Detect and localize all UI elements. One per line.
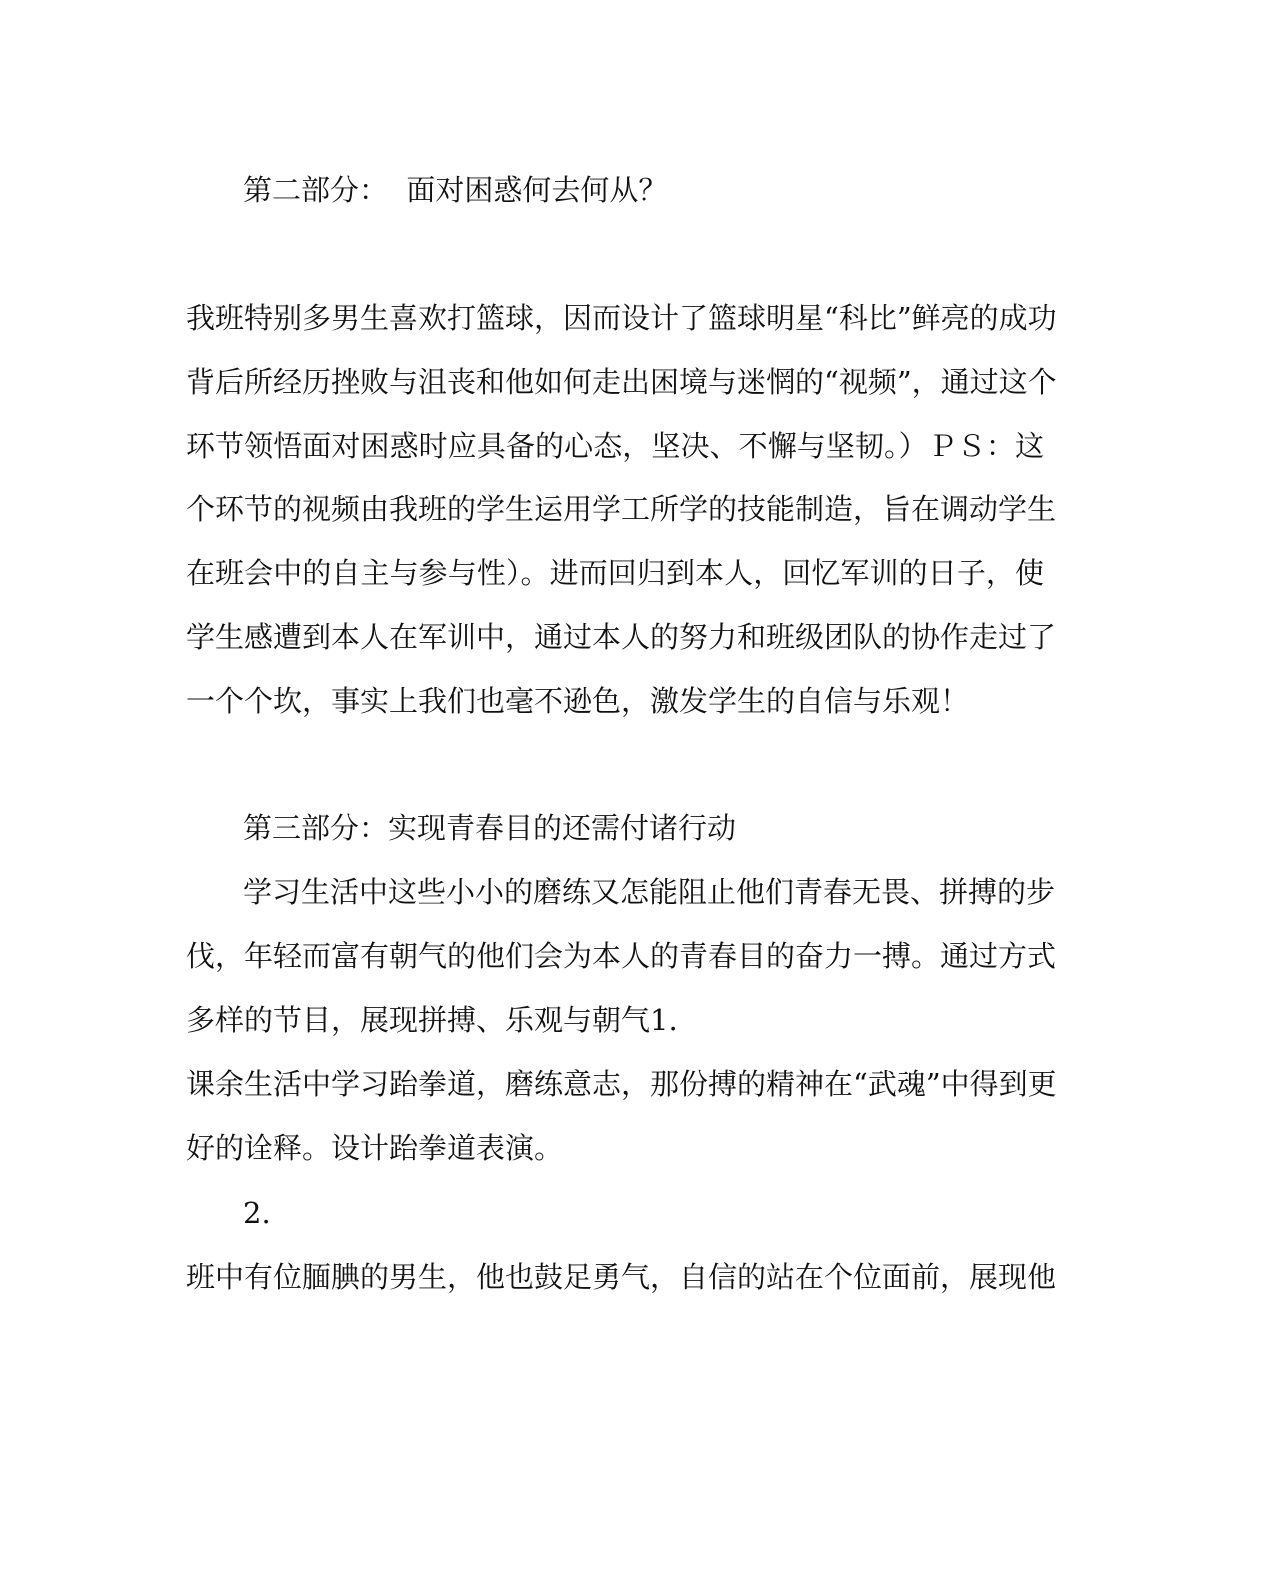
paragraph-line: 课余生活中学习跆拳道，磨练意志，那份搏的精神在“武魂”中得到更 bbox=[186, 1067, 1057, 1101]
paragraph-line: 环节领悟面对困惑时应具备的心态，坚决、不懈与坚韧。）ＰＳ：这 bbox=[186, 429, 1044, 463]
section-heading: 第二部分： 面对困惑何去何从？ bbox=[243, 173, 668, 207]
paragraph-line: 班中有位腼腆的男生，他也鼓足勇气，自信的站在个位面前，展现他 bbox=[186, 1260, 1057, 1294]
list-number: 2. bbox=[243, 1196, 271, 1230]
paragraph-line: 多样的节目，展现拼搏、乐观与朝气1. bbox=[186, 1003, 678, 1037]
paragraph-line: 背后所经历挫败与沮丧和他如何走出困境与迷惘的“视频”，通过这个 bbox=[186, 365, 1057, 399]
paragraph-line: 学习生活中这些小小的磨练又怎能阻止他们青春无畏、拼搏的步 bbox=[243, 875, 1056, 909]
section-heading: 第三部分：实现青春目的还需付诸行动 bbox=[243, 811, 737, 845]
paragraph-line: 好的诠释。设计跆拳道表演。 bbox=[186, 1131, 564, 1165]
paragraph-line: 伐，年轻而富有朝气的他们会为本人的青春目的奋力一搏。通过方式 bbox=[186, 939, 1057, 973]
paragraph-line: 在班会中的自主与参与性）。进而回归到本人，回忆军训的日子，使 bbox=[186, 556, 1044, 590]
paragraph-line: 我班特别多男生喜欢打篮球，因而设计了篮球明星“科比”鲜亮的成功 bbox=[186, 301, 1057, 335]
paragraph-line: 一个个坎，事实上我们也毫不逊色，激发学生的自信与乐观！ bbox=[186, 684, 970, 718]
paragraph-line: 学生感遭到本人在军训中，通过本人的努力和班级团队的协作走过了 bbox=[186, 620, 1057, 654]
paragraph-line: 个环节的视频由我班的学生运用学工所学的技能制造，旨在调动学生 bbox=[186, 492, 1057, 526]
